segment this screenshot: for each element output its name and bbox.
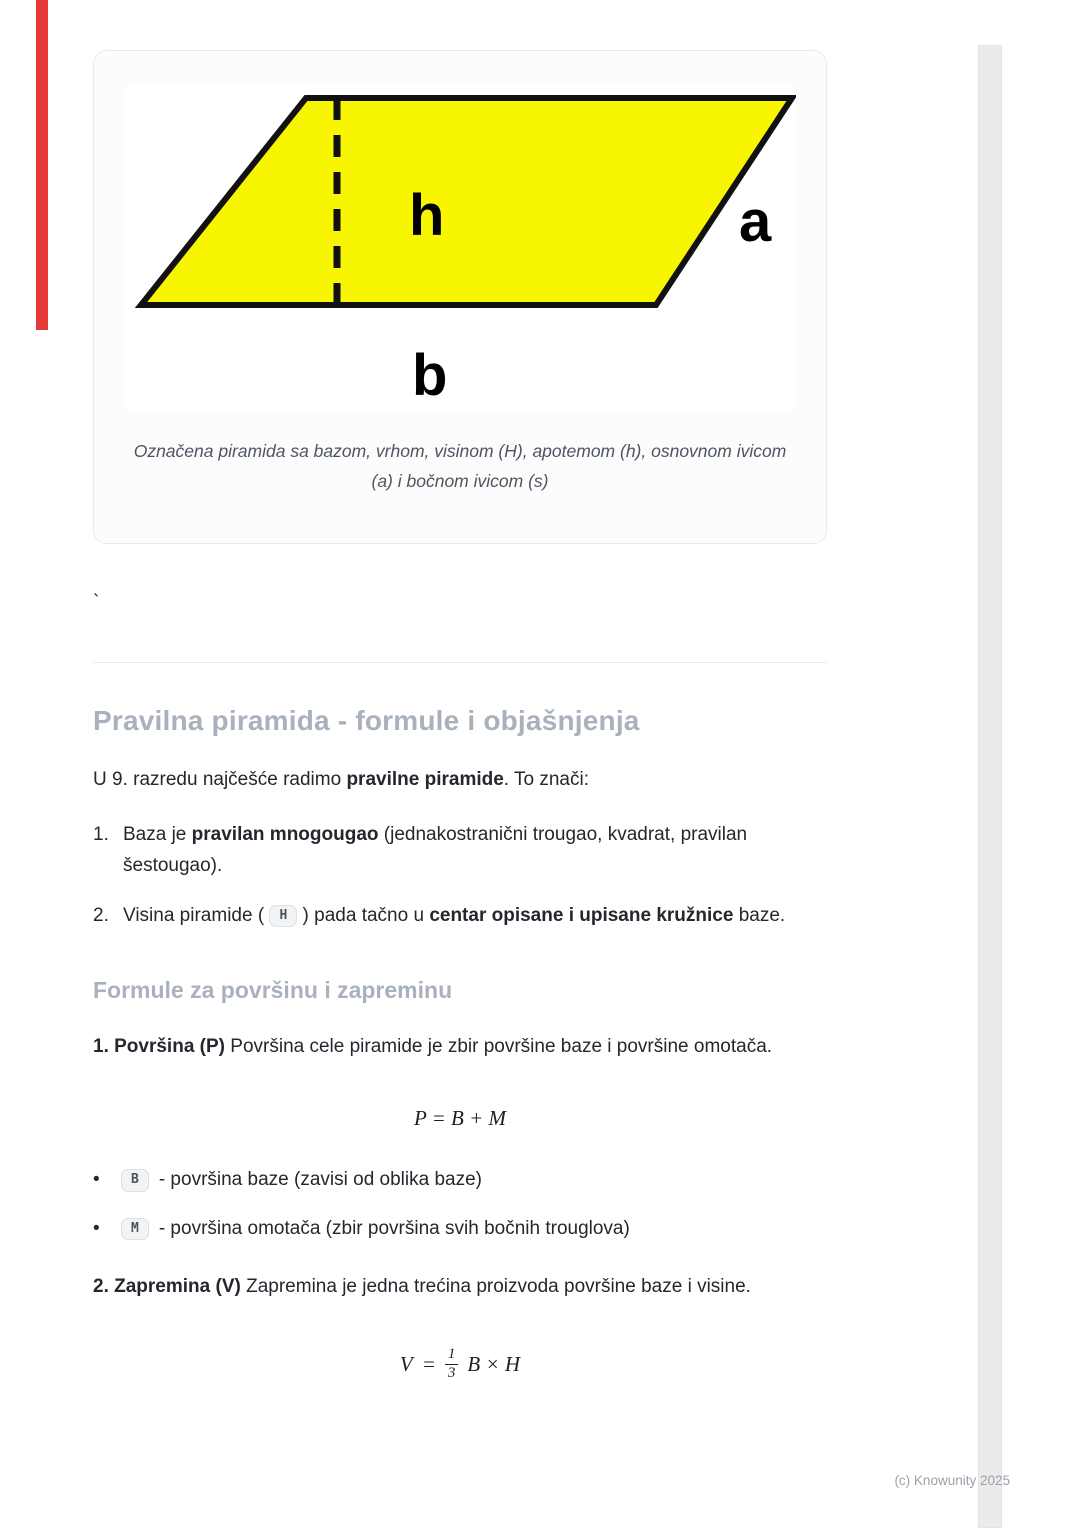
volume-formula bbox=[93, 1346, 827, 1382]
figure-card bbox=[93, 50, 827, 544]
item1-bold: pravilan mnogougao bbox=[191, 823, 379, 845]
intro-pre: U 9. razredu najčešće radimo bbox=[93, 768, 347, 790]
item2-post: baze. bbox=[733, 904, 786, 926]
B-badge: B bbox=[121, 1169, 149, 1192]
label-b: b bbox=[412, 343, 448, 408]
surface-formula: P = B + M bbox=[413, 1106, 507, 1131]
volume-rhs: B × H bbox=[467, 1351, 521, 1376]
surface-text: Površina cele piramide je zbir površine baze i površine omotača. bbox=[225, 1035, 773, 1057]
volume-bold: 2. Zapremina (V) bbox=[93, 1276, 241, 1298]
bullet-B-text: - površina baze (zavisi od oblika baze) bbox=[158, 1169, 482, 1191]
section-divider bbox=[93, 662, 827, 663]
item1-post: (jednakostranični trougao, kvadrat, pravilan šestougao). bbox=[123, 823, 748, 877]
scrollbar-track[interactable] bbox=[978, 45, 1002, 1528]
intro-post: . To znači: bbox=[503, 768, 589, 790]
bullet-list bbox=[93, 1165, 827, 1244]
parallelogram-shape bbox=[141, 98, 792, 305]
label-h: h bbox=[409, 183, 445, 248]
volume-eq: = bbox=[421, 1351, 436, 1376]
bullet-B-body bbox=[121, 1165, 482, 1195]
surface-bold: 1. Površina (P) bbox=[93, 1035, 225, 1057]
red-annotation-bar bbox=[36, 0, 48, 330]
bullet-dot: • bbox=[93, 1169, 100, 1191]
intro-bold: pravilne piramide bbox=[346, 768, 504, 790]
list-item-2 bbox=[93, 900, 827, 931]
height-H-badge: H bbox=[269, 905, 297, 928]
volume-lhs: V bbox=[399, 1351, 413, 1376]
copyright-watermark: (c) Knowunity 2025 bbox=[894, 1473, 1010, 1488]
item2-bold: centar opisane i upisane kružnice bbox=[429, 904, 734, 926]
bullet-M-text: - površina omotača (zbir površina svih bočnih trouglova) bbox=[158, 1217, 630, 1239]
bullet-item-M bbox=[93, 1214, 827, 1244]
parallelogram-figure bbox=[124, 83, 796, 411]
one-third-fraction bbox=[445, 1346, 459, 1382]
list-item-1 bbox=[93, 819, 827, 882]
item1-text bbox=[123, 819, 827, 882]
item2-mid: ) pada tačno u bbox=[297, 904, 430, 926]
item2-text bbox=[123, 900, 827, 931]
M-badge: M bbox=[121, 1218, 149, 1241]
bullet-M-body bbox=[121, 1214, 630, 1244]
volume-text: Zapremina je jedna trećina proizvoda površine baze i visine. bbox=[240, 1276, 751, 1298]
scrollbar-thumb[interactable] bbox=[978, 45, 1002, 1528]
fraction-numerator: 1 bbox=[447, 1346, 456, 1363]
figure-image bbox=[124, 83, 796, 411]
numbered-list bbox=[93, 819, 827, 931]
volume-paragraph bbox=[93, 1272, 827, 1302]
label-a: a bbox=[739, 189, 772, 254]
fraction-denominator: 3 bbox=[445, 1364, 459, 1382]
subsection-title: Formule za površinu i zapreminu bbox=[93, 976, 453, 1003]
surface-paragraph bbox=[93, 1032, 827, 1062]
stray-backtick: ` bbox=[93, 591, 100, 613]
item1-number: 1. bbox=[93, 823, 109, 845]
figure-caption: Označena piramida sa bazom, vrhom, visinom (H), apotemom (h), osnovnom ivicom (a) i bočnom ivicom (s) bbox=[133, 441, 787, 491]
intro-paragraph bbox=[93, 765, 827, 795]
item1-pre: Baza je bbox=[123, 823, 192, 845]
bullet-item-B bbox=[93, 1165, 827, 1195]
section-title: Pravilna piramida - formule i objašnjenja bbox=[93, 704, 640, 736]
bullet-dot: • bbox=[93, 1217, 100, 1239]
item2-pre: Visina piramide ( bbox=[123, 904, 270, 926]
document-page bbox=[93, 50, 827, 1382]
item2-number: 2. bbox=[93, 904, 109, 926]
